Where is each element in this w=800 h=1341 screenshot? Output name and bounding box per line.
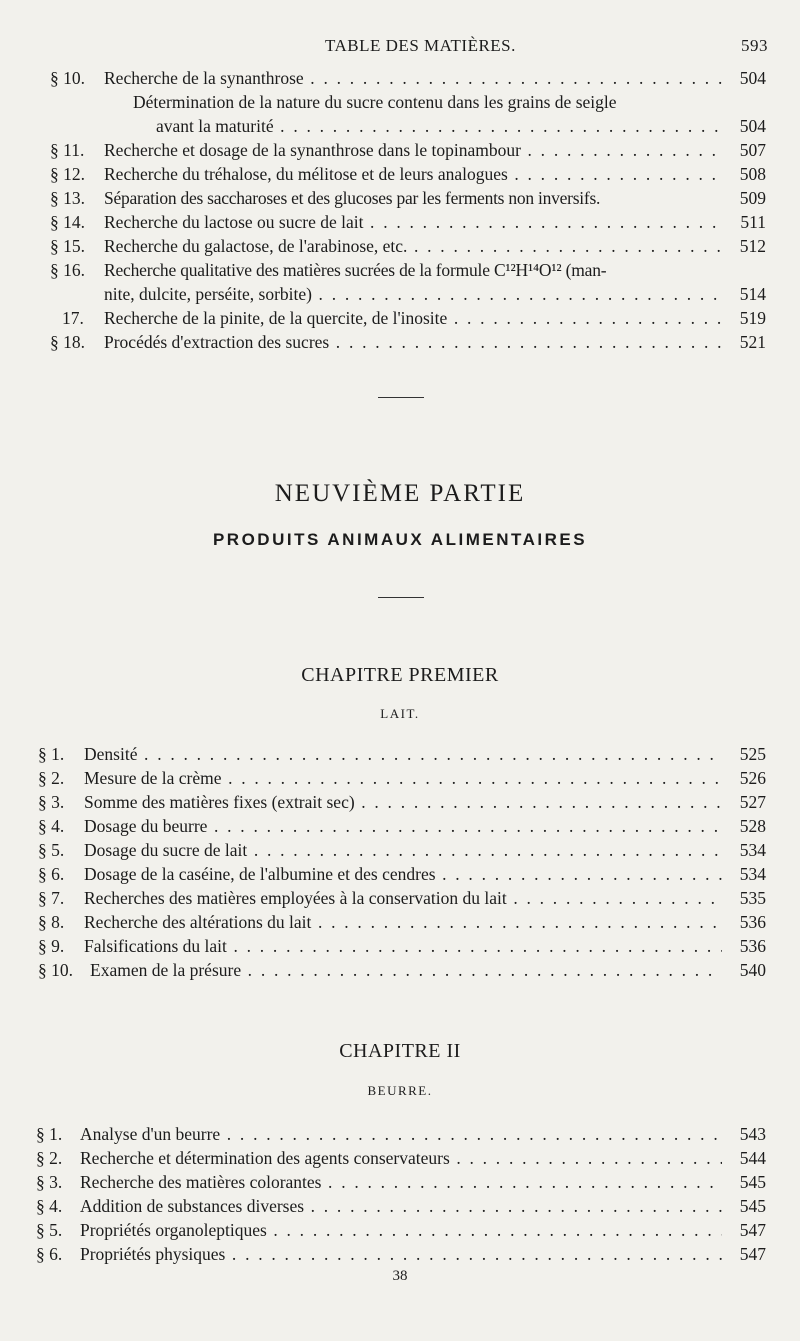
toc-entry-number: § 9. bbox=[38, 936, 65, 956]
toc-entry bbox=[0, 766, 800, 790]
toc-entry-text: Recherche et détermination des agents conservateurs . . . bbox=[80, 1146, 722, 1170]
toc-entry-number: § 4. bbox=[38, 816, 65, 836]
toc-entry-page: 514 bbox=[739, 284, 766, 304]
toc-entry-text: Recherche et dosage de la synanthrose dans le topinambour . . . bbox=[104, 138, 724, 162]
toc-entry-page: 543 bbox=[739, 1124, 766, 1144]
toc-entry-text: Séparation des saccharoses et des glucoses par les ferments non inversifs. bbox=[104, 188, 601, 208]
toc-entry bbox=[0, 958, 800, 982]
toc-entry-page: 519 bbox=[739, 308, 766, 328]
toc-entry bbox=[0, 1170, 800, 1194]
toc-entry-text: Addition de substances diverses . . . bbox=[80, 1194, 722, 1218]
toc-entry-number: § 1. bbox=[38, 744, 65, 764]
toc-entry bbox=[0, 934, 800, 958]
toc-entry bbox=[0, 234, 800, 258]
running-head-title: TABLE DES MATIÈRES. bbox=[325, 36, 516, 55]
toc-entry-page: 504 bbox=[739, 116, 766, 136]
toc-entry bbox=[0, 886, 800, 910]
toc-entry-text: Procédés d'extraction des sucres . . . bbox=[104, 330, 724, 354]
folio-signature: 38 bbox=[392, 1268, 408, 1284]
toc-entry-page: 534 bbox=[739, 864, 766, 884]
toc-entry bbox=[0, 114, 800, 138]
toc-entry-page: 545 bbox=[739, 1196, 766, 1216]
divider-rule bbox=[378, 397, 424, 398]
chapter-subtitle: BEURRE. bbox=[367, 1083, 433, 1098]
toc-entry-text: Recherche des matières colorantes . . . bbox=[80, 1170, 722, 1194]
toc-entry bbox=[0, 306, 800, 330]
toc-entry bbox=[0, 790, 800, 814]
toc-entry-text: Recherche des altérations du lait . . . bbox=[84, 910, 722, 934]
toc-entry-text: Propriétés organoleptiques . . . bbox=[80, 1218, 722, 1242]
toc-entry bbox=[0, 186, 800, 210]
toc-entry-text: Recherche du tréhalose, du mélitose et de leurs analogues . . . bbox=[104, 162, 724, 186]
toc-entry-number: § 5. bbox=[36, 1220, 63, 1240]
toc-entry-number: 17. bbox=[62, 308, 84, 328]
toc-entry-text: Somme des matières fixes (extrait sec) . . . bbox=[84, 790, 722, 814]
toc-entry-page: 535 bbox=[739, 888, 766, 908]
toc-entry-text: Recherche de la synanthrose . . . bbox=[104, 66, 724, 90]
toc-entry-number: § 10. bbox=[38, 960, 73, 980]
toc-entry-text: Falsifications du lait . . . bbox=[84, 934, 722, 958]
toc-chapter-2 bbox=[0, 1122, 800, 1266]
toc-entry-page: 547 bbox=[739, 1244, 766, 1264]
toc-entry-page: 526 bbox=[739, 768, 766, 788]
toc-entry-number: § 16. bbox=[50, 260, 85, 280]
toc-entry-text: Recherche du galactose, de l'arabinose, etc. . . . bbox=[104, 234, 724, 258]
toc-entry-page: 521 bbox=[739, 332, 766, 352]
toc-entry-page: 504 bbox=[739, 68, 766, 88]
toc-entry-text: Recherche de la pinite, de la quercite, de l'inosite . . . bbox=[104, 306, 724, 330]
running-head bbox=[60, 36, 768, 60]
toc-entry-text: Analyse d'un beurre . . . bbox=[80, 1122, 722, 1146]
toc-entry-page: 536 bbox=[739, 936, 766, 956]
chapter-subtitle: LAIT. bbox=[380, 706, 420, 721]
toc-entry-text: Dosage du beurre . . . bbox=[84, 814, 722, 838]
toc-entry bbox=[0, 1194, 800, 1218]
toc-entry bbox=[0, 90, 800, 114]
toc-entry bbox=[0, 838, 800, 862]
toc-entry bbox=[0, 1242, 800, 1266]
chapter-title: CHAPITRE PREMIER bbox=[301, 664, 499, 686]
toc-entry-text: Dosage du sucre de lait . . . bbox=[84, 838, 722, 862]
toc-entry-text: nite, dulcite, perséite, sorbite) . . . bbox=[104, 282, 724, 306]
toc-entry-text: Propriétés physiques . . . bbox=[80, 1242, 722, 1266]
toc-entry-number: § 6. bbox=[36, 1244, 63, 1264]
chapter-title: CHAPITRE II bbox=[339, 1040, 461, 1062]
toc-entry-text: avant la maturité . . . bbox=[156, 114, 724, 138]
toc-top-section bbox=[0, 66, 800, 354]
toc-entry-page: 508 bbox=[739, 164, 766, 184]
toc-entry bbox=[0, 1122, 800, 1146]
toc-entry-text: Recherches des matières employées à la conservation du lait . . . bbox=[84, 886, 722, 910]
toc-entry bbox=[0, 138, 800, 162]
toc-entry-number: § 2. bbox=[38, 768, 65, 788]
toc-entry-number: § 5. bbox=[38, 840, 65, 860]
toc-chapter-1 bbox=[0, 742, 800, 982]
toc-entry-number: § 1. bbox=[36, 1124, 63, 1144]
toc-entry-page: 511 bbox=[740, 212, 766, 232]
toc-entry-page: 525 bbox=[739, 744, 766, 764]
toc-entry bbox=[0, 742, 800, 766]
toc-entry bbox=[0, 258, 800, 282]
toc-entry-page: 545 bbox=[739, 1172, 766, 1192]
toc-entry-number: § 11. bbox=[50, 140, 85, 160]
toc-entry-page: 540 bbox=[739, 960, 766, 980]
toc-entry bbox=[0, 330, 800, 354]
toc-entry-number: § 14. bbox=[50, 212, 85, 232]
part-subtitle: PRODUITS ANIMAUX ALIMENTAIRES bbox=[212, 530, 588, 549]
part-title: NEUVIÈME PARTIE bbox=[274, 480, 526, 507]
toc-entry-number: § 12. bbox=[50, 164, 85, 184]
toc-entry-page: 527 bbox=[739, 792, 766, 812]
toc-entry-number: § 2. bbox=[36, 1148, 63, 1168]
toc-entry-text: Recherche qualitative des matières sucrées de la formule C¹²H¹⁴O¹² (man- bbox=[104, 260, 607, 280]
divider-rule bbox=[378, 597, 424, 598]
toc-entry-page: 528 bbox=[739, 816, 766, 836]
toc-entry-text: Densité . . . bbox=[84, 742, 722, 766]
toc-entry-text: Mesure de la crème . . . bbox=[84, 766, 722, 790]
toc-entry-text: Examen de la présure . . . bbox=[90, 958, 722, 982]
toc-entry-number: § 4. bbox=[36, 1196, 63, 1216]
toc-entry bbox=[0, 862, 800, 886]
toc-entry-number: § 6. bbox=[38, 864, 65, 884]
toc-entry bbox=[0, 910, 800, 934]
toc-entry-page: 509 bbox=[739, 188, 766, 208]
toc-entry-number: § 8. bbox=[38, 912, 65, 932]
toc-entry bbox=[0, 282, 800, 306]
toc-entry bbox=[0, 1146, 800, 1170]
toc-entry-text: Recherche du lactose ou sucre de lait . . . bbox=[104, 210, 724, 234]
toc-entry-number: § 15. bbox=[50, 236, 85, 256]
toc-entry-number: § 3. bbox=[38, 792, 65, 812]
toc-entry bbox=[0, 1218, 800, 1242]
toc-entry-page: 544 bbox=[739, 1148, 766, 1168]
toc-entry-number: § 7. bbox=[38, 888, 65, 908]
toc-entry-number: § 10. bbox=[50, 68, 85, 88]
toc-entry-number: § 18. bbox=[50, 332, 85, 352]
toc-entry-page: 534 bbox=[739, 840, 766, 860]
toc-entry-page: 536 bbox=[739, 912, 766, 932]
toc-entry-number: § 13. bbox=[50, 188, 85, 208]
toc-entry-text: Dosage de la caséine, de l'albumine et des cendres . . . bbox=[84, 862, 722, 886]
toc-entry-text: Détermination de la nature du sucre contenu dans les grains de seigle bbox=[133, 92, 617, 112]
toc-entry bbox=[0, 814, 800, 838]
toc-entry bbox=[0, 66, 800, 90]
toc-entry-page: 512 bbox=[739, 236, 766, 256]
toc-entry bbox=[0, 162, 800, 186]
toc-entry-page: 507 bbox=[739, 140, 766, 160]
toc-entry bbox=[0, 210, 800, 234]
running-head-page-number: 593 bbox=[741, 36, 768, 55]
toc-entry-number: § 3. bbox=[36, 1172, 63, 1192]
toc-entry-page: 547 bbox=[739, 1220, 766, 1240]
